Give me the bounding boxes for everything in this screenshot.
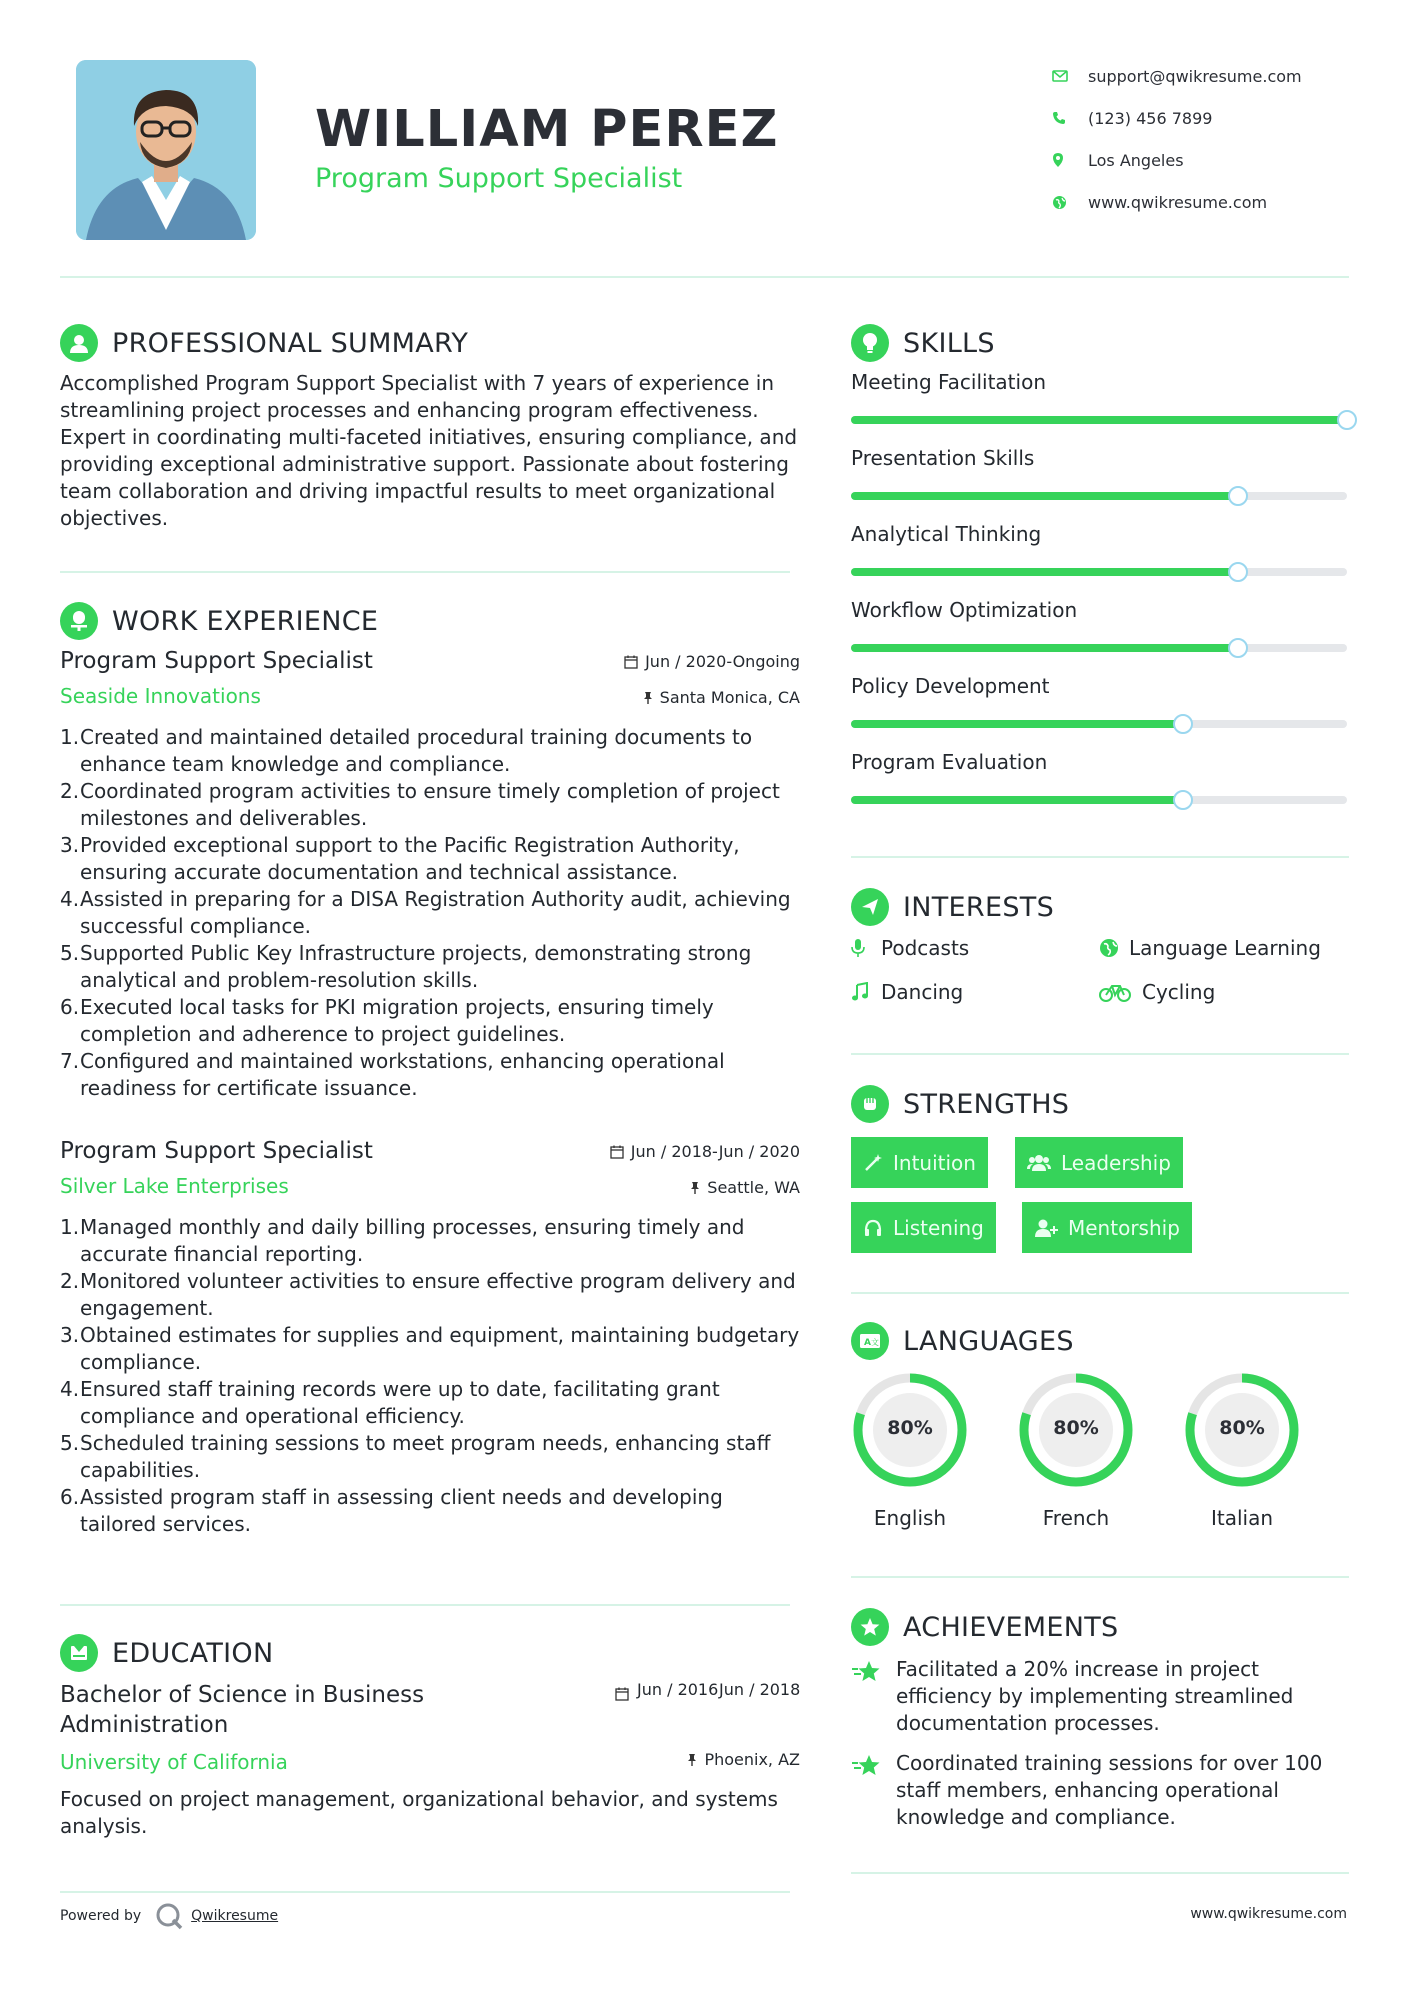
brand-link[interactable]: Qwikresume: [191, 1908, 279, 1924]
achievements-heading-text: ACHIEVEMENTS: [903, 1611, 1119, 1643]
skills-divider: [851, 856, 1349, 858]
duty-item: Monitored volunteer activities to ensure effective program delivery and engagement.: [80, 1269, 796, 1320]
interest-item: [851, 980, 963, 1004]
job-date: [624, 652, 800, 671]
skill-label: Meeting Facilitation: [851, 370, 1046, 394]
skill-bar-knob: [1228, 486, 1248, 506]
skills-heading-text: SKILLS: [903, 327, 995, 359]
skill-bar-fill: [851, 796, 1183, 804]
svg-text:文: 文: [871, 1338, 879, 1347]
powered-by[interactable]: [60, 1902, 278, 1930]
skill-item: [851, 674, 1349, 750]
language-name: French: [1042, 1506, 1110, 1530]
summary-heading-text: PROFESSIONAL SUMMARY: [112, 327, 469, 359]
user-plus-icon: [1034, 1218, 1058, 1238]
calendar-icon: [610, 1145, 624, 1159]
interest-label: Cycling: [1142, 980, 1216, 1004]
duty-item: Configured and maintained workstations, enhancing operational readiness for certificate issuance.: [80, 1049, 725, 1100]
skills-list: [851, 370, 1349, 826]
skill-label: Presentation Skills: [851, 446, 1035, 470]
education-dates: [615, 1680, 801, 1706]
strength-label: Intuition: [893, 1150, 976, 1175]
pushpin-icon: [687, 1753, 697, 1767]
skill-bar: [851, 644, 1347, 652]
education-end: Jun / 2018: [719, 1680, 801, 1699]
globe-icon: [1099, 938, 1129, 958]
education-degree: Bachelor of Science in Business Administration: [60, 1682, 425, 1738]
calendar-icon: [615, 1680, 629, 1706]
language-percent: 80%: [1053, 1417, 1099, 1439]
strength-chip: [1022, 1202, 1192, 1253]
footer-divider-right: [851, 1872, 1349, 1874]
education-heading-text: EDUCATION: [112, 1637, 274, 1669]
language-item: [1016, 1370, 1136, 1530]
footer-divider-left: [60, 1891, 790, 1893]
interest-label: Language Learning: [1129, 936, 1321, 960]
candidate-name: WILLIAM PEREZ: [315, 100, 779, 159]
duty-item: Executed local tasks for PKI migration projects, ensuring timely completion and adherence to project guidelines.: [80, 995, 714, 1046]
strength-chip: [1015, 1137, 1183, 1188]
skill-item: [851, 598, 1349, 674]
interests-heading-text: INTERESTS: [903, 891, 1055, 923]
skill-bar: [851, 720, 1347, 728]
footer-url[interactable]: www.qwikresume.com: [1190, 1906, 1347, 1922]
education-description: Focused on project management, organizational behavior, and systems analysis.: [60, 1787, 778, 1838]
user-icon: [60, 324, 98, 362]
headphones-icon: [863, 1218, 883, 1238]
skill-bar: [851, 416, 1347, 424]
strengths-heading: [851, 1085, 1069, 1123]
strength-label: Listening: [893, 1215, 984, 1240]
contact-email[interactable]: [1052, 55, 1352, 97]
contact-location-text: Los Angeles: [1088, 150, 1184, 170]
strength-chip: [851, 1202, 996, 1253]
envelope-icon: [1052, 70, 1088, 82]
job-date-text: Jun / 2020-Ongoing: [645, 652, 800, 671]
contact-list: [1052, 55, 1352, 223]
languages-divider: [851, 1576, 1349, 1578]
powered-by-text: Powered by: [60, 1908, 142, 1924]
education-entry: [60, 1680, 800, 1840]
map-pin-icon: [1052, 152, 1088, 168]
skill-bar-knob: [1337, 410, 1357, 430]
skills-heading: [851, 324, 995, 362]
duty-item: Created and maintained detailed procedural training documents to enhance team knowledge and compliance.: [80, 725, 753, 776]
job-location-text: Santa Monica, CA: [659, 688, 800, 707]
job-entry: [60, 1138, 800, 1538]
experience-heading: [60, 602, 378, 640]
duty-item: Ensured staff training records were up to date, facilitating grant compliance and operational efficiency.: [80, 1377, 720, 1428]
achievement-item: [851, 1750, 1349, 1831]
job-duties: [60, 1214, 800, 1538]
skill-bar-knob: [1228, 638, 1248, 658]
job-duties: [60, 724, 800, 1102]
duty-item: Assisted program staff in assessing client needs and developing tailored services.: [80, 1485, 723, 1536]
summary-text: Accomplished Program Support Specialist with 7 years of experience in streamlining project processes and enhancing program effectiveness. Expert in coordinating multi-faceted initiatives, ensuring compliance, and providing exceptional administrative support. Passionate about fostering team collaboration and driving impactful results to meet organizational objectives.: [60, 371, 798, 530]
globe-icon: [1052, 195, 1088, 210]
skill-bar-knob: [1173, 790, 1193, 810]
skill-label: Workflow Optimization: [851, 598, 1078, 622]
education-institution: University of California: [60, 1750, 288, 1774]
experience-divider: [60, 1604, 790, 1606]
job-date: [610, 1142, 800, 1161]
job-company: Silver Lake Enterprises: [60, 1174, 289, 1198]
skill-label: Policy Development: [851, 674, 1050, 698]
contact-website-text: www.qwikresume.com: [1088, 192, 1268, 212]
job-role: Program Support Specialist: [60, 1138, 373, 1164]
star-icon: [851, 1750, 896, 1831]
svg-text:A: A: [864, 1338, 871, 1348]
lightbulb-icon: [851, 324, 889, 362]
microphone-icon: [851, 938, 881, 958]
candidate-title: Program Support Specialist: [315, 163, 683, 194]
skill-bar: [851, 568, 1347, 576]
job-role: Program Support Specialist: [60, 648, 373, 674]
duty-item: Supported Public Key Infrastructure projects, demonstrating strong analytical and problem-resolution skills.: [80, 941, 752, 992]
language-name: English: [873, 1506, 947, 1530]
star-badge-icon: [851, 1608, 889, 1646]
contact-phone-text: (123) 456 7899: [1088, 108, 1213, 128]
strength-chip: [851, 1137, 988, 1188]
star-icon: [851, 1656, 896, 1737]
skill-item: [851, 446, 1349, 522]
job-company: Seaside Innovations: [60, 684, 261, 708]
job-date-text: Jun / 2018-Jun / 2020: [630, 1142, 800, 1161]
skill-bar-knob: [1173, 714, 1193, 734]
duty-item: Scheduled training sessions to meet program needs, enhancing staff capabilities.: [80, 1431, 771, 1482]
paper-plane-icon: [851, 888, 889, 926]
skill-item: [851, 370, 1349, 446]
interest-item: [1099, 936, 1321, 960]
skill-bar: [851, 796, 1347, 804]
pushpin-icon: [690, 1181, 700, 1195]
interests-divider: [851, 1053, 1349, 1055]
languages-heading-text: LANGUAGES: [903, 1325, 1074, 1357]
duty-item: Coordinated program activities to ensure timely completion of project milestones and deliverables.: [80, 779, 780, 830]
language-icon: [851, 1322, 889, 1360]
language-percent: 80%: [1219, 1417, 1265, 1439]
contact-email-text: support@qwikresume.com: [1088, 66, 1302, 86]
job-entry: [60, 648, 800, 1102]
job-location: [690, 1178, 800, 1197]
phone-icon: [1052, 111, 1088, 125]
strengths-heading-text: STRENGTHS: [903, 1088, 1070, 1120]
interests-heading: [851, 888, 1054, 926]
education-start: Jun / 2016: [637, 1680, 719, 1699]
strength-label: Mentorship: [1068, 1215, 1180, 1240]
interest-label: Podcasts: [881, 936, 970, 960]
achievement-item: [851, 1656, 1349, 1737]
skill-bar-fill: [851, 568, 1238, 576]
contact-website[interactable]: [1052, 181, 1352, 223]
qwikresume-logo-icon: [155, 1902, 183, 1930]
duty-item: Obtained estimates for supplies and equipment, maintaining budgetary compliance.: [80, 1323, 800, 1374]
skill-label: Analytical Thinking: [851, 522, 1042, 546]
summary-heading: [60, 324, 468, 362]
skill-bar: [851, 492, 1347, 500]
calendar-icon: [624, 655, 638, 669]
achievement-text: Facilitated a 20% increase in project efficiency by implementing streamlined documentation processes.: [896, 1657, 1294, 1735]
magic-wand-icon: [863, 1153, 883, 1173]
achievements-heading: [851, 1608, 1119, 1646]
profile-photo: [76, 60, 256, 240]
duty-item: Managed monthly and daily billing processes, ensuring timely and accurate financial reporting.: [80, 1215, 745, 1266]
interest-item: [851, 936, 969, 960]
skill-item: [851, 522, 1349, 598]
graduation-icon: [60, 1634, 98, 1672]
language-item: [850, 1370, 970, 1530]
language-percent: 80%: [887, 1417, 933, 1439]
header-divider: [60, 276, 1349, 278]
duty-item: Assisted in preparing for a DISA Registration Authority audit, achieving successful compliance.: [80, 887, 791, 938]
skill-bar-fill: [851, 416, 1347, 424]
skill-item: [851, 750, 1349, 826]
contact-phone[interactable]: [1052, 97, 1352, 139]
achievement-text: Coordinated training sessions for over 100 staff members, enhancing operational knowledge and compliance.: [896, 1751, 1323, 1829]
skill-bar-knob: [1228, 562, 1248, 582]
job-location-text: Seattle, WA: [707, 1178, 800, 1197]
education-heading: [60, 1634, 273, 1672]
education-location: [687, 1750, 800, 1769]
experience-heading-text: WORK EXPERIENCE: [112, 605, 379, 637]
strength-label: Leadership: [1061, 1150, 1171, 1175]
interest-label: Dancing: [881, 980, 964, 1004]
education-location-text: Phoenix, AZ: [704, 1750, 800, 1769]
language-name: Italian: [1210, 1506, 1274, 1530]
language-item: [1182, 1370, 1302, 1530]
interest-item: [1099, 980, 1215, 1004]
fist-icon: [851, 1085, 889, 1123]
summary-divider: [60, 571, 790, 573]
contact-location: [1052, 139, 1352, 181]
skill-bar-fill: [851, 720, 1183, 728]
skill-bar-fill: [851, 644, 1238, 652]
skill-bar-fill: [851, 492, 1238, 500]
briefcase-icon: [60, 602, 98, 640]
job-location: [643, 688, 800, 707]
bicycle-icon: [1099, 982, 1142, 1002]
duty-item: Provided exceptional support to the Pacific Registration Authority, ensuring accurate documentation and technical assistance.: [80, 833, 740, 884]
users-icon: [1027, 1153, 1051, 1173]
strengths-divider: [851, 1292, 1349, 1294]
music-note-icon: [851, 982, 881, 1002]
languages-heading: [851, 1322, 1074, 1360]
skill-label: Program Evaluation: [851, 750, 1048, 774]
pushpin-icon: [643, 691, 653, 705]
